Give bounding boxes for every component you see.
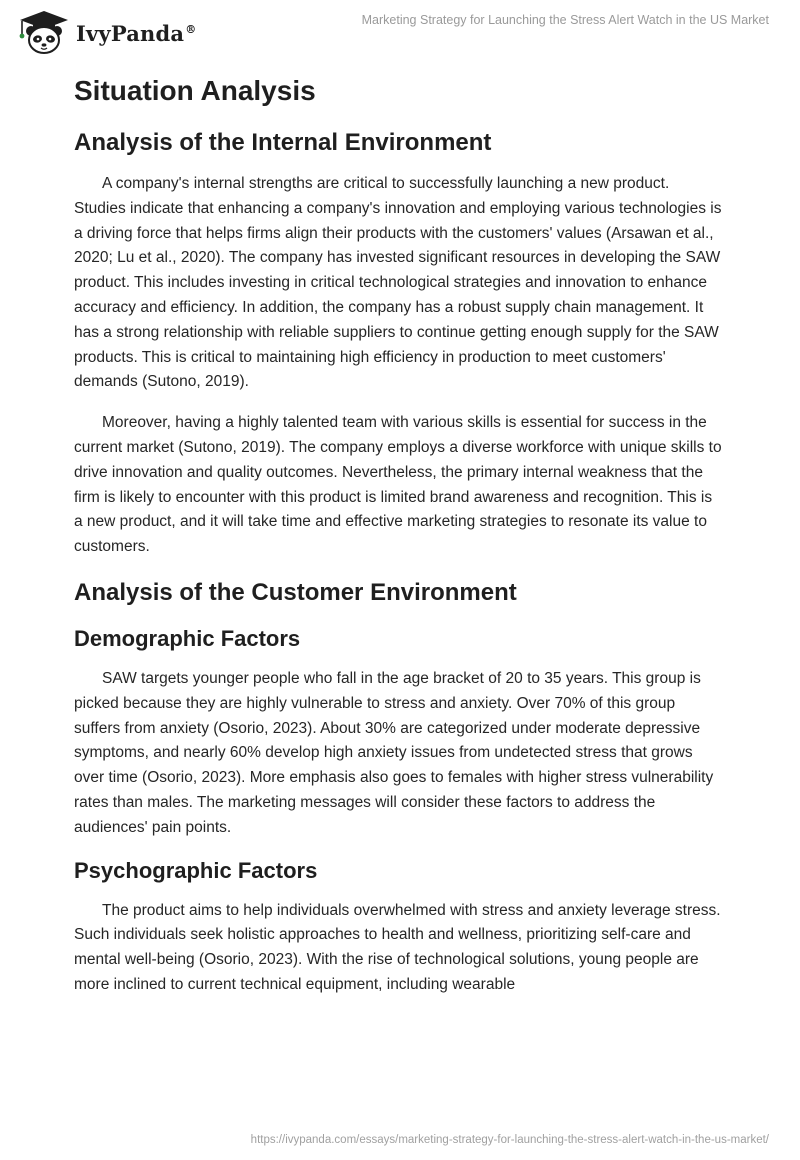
document-title: Marketing Strategy for Launching the Stress Alert Watch in the US Market <box>361 13 769 27</box>
paragraph: Moreover, having a highly talented team with various skills is essential for success in the current market (Sutono, 2019). The company employs a diverse workforce with unique skills to drive innovation and quality outcomes. Nevertheless, the primary internal weakness that the firm is likely to encounter with this product is limited brand awareness and recognition. This is a new product, and it will take time and effective marketing strategies to resonate its value to customers. <box>74 414 722 556</box>
brand-name: IvyPanda® <box>76 20 197 46</box>
section-heading-customer: Analysis of the Customer Environment <box>74 578 517 606</box>
subsection-heading-demographic: Demographic Factors <box>74 625 301 651</box>
paragraph: The product aims to help individuals overwhelmed with stress and anxiety leverage stress. Such individuals seek holistic approaches to health and wellness, prioritizing self-care and mental well-being (Osorio, 2023). With the rise of technological solutions, young people are more inclined to current technical equipment, including wearable <box>74 901 721 993</box>
source-url[interactable]: https://ivypanda.com/essays/marketing-strategy-for-launching-the-stress-alert-watch-in-the-us-market/ <box>250 1134 769 1146</box>
section-heading-internal: Analysis of the Internal Environment <box>74 129 492 156</box>
article-body <box>74 72 724 998</box>
paragraph: A company's internal strengths are critical to successfully launching a new product. Studies indicate that enhancing a company's innovation and employing various technologies is a driving force that helps firms align their products with the customers' values (Arsawan et al., 2020; Lu et al., 2020). The company has invested significant resources in developing the SAW product. This includes investing in critical technological strategies and innovation to enhance accuracy and efficiency. In addition, the company has a robust supply chain management. It has a strong relationship with reliable suppliers to continue getting enough supply for the SAW products. This is critical to maintaining high efficiency in production to meet customers' demands (Sutono, 2019). <box>74 175 722 391</box>
page-title: Situation Analysis <box>74 75 316 106</box>
site-logo[interactable] <box>14 8 196 58</box>
paragraph: SAW targets younger people who fall in the age bracket of 20 to 35 years. This group is picked because they are highly vulnerable to stress and anxiety. Over 70% of this group suffers from anxiety (Osorio, 2023). About 30% are categorized under moderate depressive symptoms, and nearly 60% develop high anxiety issues from undetected stress that grows over time (Osorio, 2023). More emphasis also goes to females with higher stress vulnerability rates than males. The marketing messages will consider these factors to address the audiences' pain points. <box>74 669 714 836</box>
panda-graduation-cap-icon <box>14 8 74 58</box>
subsection-heading-psychographic: Psychographic Factors <box>74 857 318 883</box>
page-header <box>0 0 800 70</box>
